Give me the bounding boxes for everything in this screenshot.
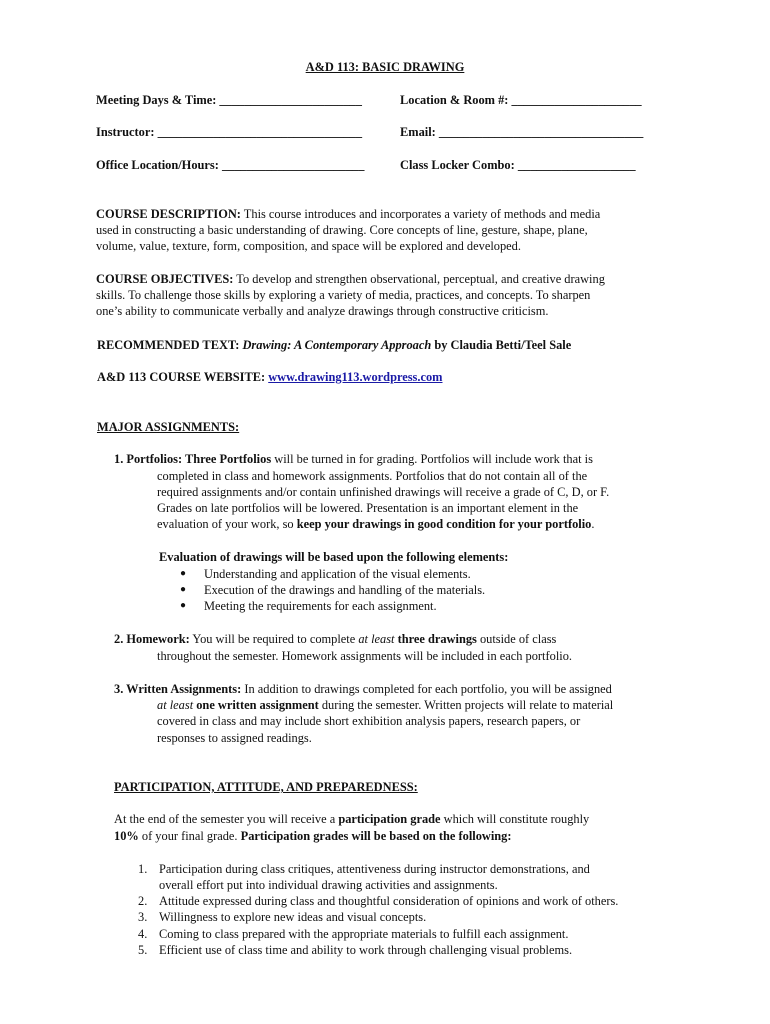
instructor-field: Instructor: _________________________________: [96, 125, 363, 139]
recommended-book-title: Drawing: A Contemporary Approach: [242, 338, 432, 352]
participation-percent: 10%: [114, 829, 139, 843]
homework-three-drawings: three drawings: [394, 632, 477, 646]
participation-criteria-lead: Participation grades will be based on the following:: [240, 829, 512, 843]
portfolios-line-5: [157, 516, 595, 532]
participation-item: Participation during class critiques, attentiveness during instructor demonstrations, and: [159, 862, 590, 876]
bullet-icon: ●: [180, 568, 187, 579]
homework-line-1: [114, 631, 556, 647]
bullet-icon: ●: [180, 600, 187, 611]
course-website-label: A&D 113 COURSE WEBSITE:: [97, 370, 269, 384]
course-objectives-line-3: one’s ability to communicate verbally and analyze drawings through constructive criticism.: [96, 304, 549, 318]
participation-item-num: 3.: [138, 910, 148, 924]
recommended-text-label: RECOMMENDED TEXT:: [97, 338, 243, 352]
written-one-assignment: one written assignment: [193, 698, 319, 712]
participation-item: Coming to class prepared with the appropriate materials to fulfill each assignment.: [159, 927, 569, 941]
portfolios-line-3: required assignments and/or contain unfinished drawings will receive a grade of C, D, or F.: [157, 485, 610, 499]
course-objectives-line-1: [96, 271, 605, 287]
participation-item-num: 5.: [138, 943, 148, 957]
course-objectives-text: To develop and strengthen observational, perceptual, and creative drawing: [233, 272, 605, 286]
homework-at-least: at least: [358, 632, 395, 646]
participation-intro-2b: of your final grade.: [138, 829, 241, 843]
written-label: 3. Written Assignments:: [114, 682, 242, 696]
recommended-book-author: by Claudia Betti/Teel Sale: [431, 338, 572, 352]
portfolios-text: will be turned in for grading. Portfolios will include work that is: [271, 452, 593, 466]
meeting-field: Meeting Days & Time: _______________________: [96, 93, 362, 107]
evaluation-item: Execution of the drawings and handling of the materials.: [204, 583, 486, 597]
course-description-line-3: volume, value, texture, form, composition, and space will be explored and developed.: [96, 239, 521, 253]
participation-item-num: 1.: [138, 862, 148, 876]
participation-item: Attitude expressed during class and thoughtful consideration of opinions and work of others.: [159, 894, 619, 908]
email-field: Email: _________________________________: [400, 125, 644, 139]
course-objectives-label: COURSE OBJECTIVES:: [96, 272, 234, 286]
page-title: A&D 113: BASIC DRAWING: [305, 60, 465, 74]
participation-item-cont: overall effort put into individual drawing activities and assignments.: [159, 878, 498, 892]
portfolios-line-2: completed in class and homework assignments. Portfolios that do not contain all of the: [157, 469, 588, 483]
course-description-text: This course introduces and incorporates a variety of methods and media: [240, 207, 601, 221]
participation-grade-term: participation grade: [338, 812, 441, 826]
written-text-1: In addition to drawings completed for each portfolio, you will be assigned: [241, 682, 612, 696]
participation-heading: PARTICIPATION, ATTITUDE, AND PREPAREDNESS:: [114, 780, 418, 794]
portfolios-label: 1. Portfolios: Three Portfolios: [114, 452, 272, 466]
locker-field: Class Locker Combo: ___________________: [400, 158, 636, 172]
homework-text-d: outside of class: [476, 632, 557, 646]
course-objectives-line-2: skills. To challenge those skills by exploring a variety of media, practices, and concepts. To sharpen: [96, 288, 591, 302]
recommended-text: [97, 337, 571, 353]
office-field: Office Location/Hours: _______________________: [96, 158, 365, 172]
participation-item: Willingness to explore new ideas and visual concepts.: [159, 910, 427, 924]
written-line-1: [114, 681, 612, 697]
portfolios-text-5a: evaluation of your work, so: [157, 517, 297, 531]
written-line-3: covered in class and may include short exhibition analysis papers, research papers, or: [157, 714, 581, 728]
participation-intro-line-2: [114, 828, 512, 844]
participation-item-num: 4.: [138, 927, 148, 941]
portfolios-line-4: Grades on late portfolios will be lowered. Presentation is an important element in the: [157, 501, 579, 515]
participation-item: Efficient use of class time and ability to work through challenging visual problems.: [159, 943, 573, 957]
evaluation-heading: Evaluation of drawings will be based upon the following elements:: [159, 550, 509, 564]
location-field: Location & Room #: _____________________: [400, 93, 642, 107]
homework-line-2: throughout the semester. Homework assignments will be included in each portfolio.: [157, 649, 573, 663]
bullet-icon: ●: [180, 584, 187, 595]
portfolios-text-5c: .: [591, 517, 595, 531]
participation-intro-a: At the end of the semester you will receive a: [114, 812, 339, 826]
portfolios-line-1: [114, 451, 593, 467]
major-assignments-heading: MAJOR ASSIGNMENTS:: [97, 420, 240, 434]
homework-label: 2. Homework:: [114, 632, 190, 646]
evaluation-item: Meeting the requirements for each assignment.: [204, 599, 437, 613]
written-line-2: [157, 697, 613, 713]
course-description-line-2: used in constructing a basic understanding of drawing. Core concepts of line, gesture, shape, plane,: [96, 223, 588, 237]
homework-text-a: You will be required to complete: [189, 632, 359, 646]
participation-item-num: 2.: [138, 894, 148, 908]
written-line-4: responses to assigned readings.: [157, 731, 312, 745]
course-website-link[interactable]: www.drawing113.wordpress.com: [268, 370, 443, 384]
course-description-label: COURSE DESCRIPTION:: [96, 207, 241, 221]
course-description-line-1: [96, 206, 600, 222]
portfolios-emphasis: keep your drawings in good condition for your portfolio: [296, 517, 592, 531]
participation-intro-line-1: [114, 811, 589, 827]
course-website: [97, 369, 443, 385]
written-at-least: at least: [157, 698, 194, 712]
evaluation-item: Understanding and application of the visual elements.: [204, 567, 471, 581]
participation-intro-c: which will constitute roughly: [440, 812, 590, 826]
written-text-2c: during the semester. Written projects will relate to material: [318, 698, 614, 712]
